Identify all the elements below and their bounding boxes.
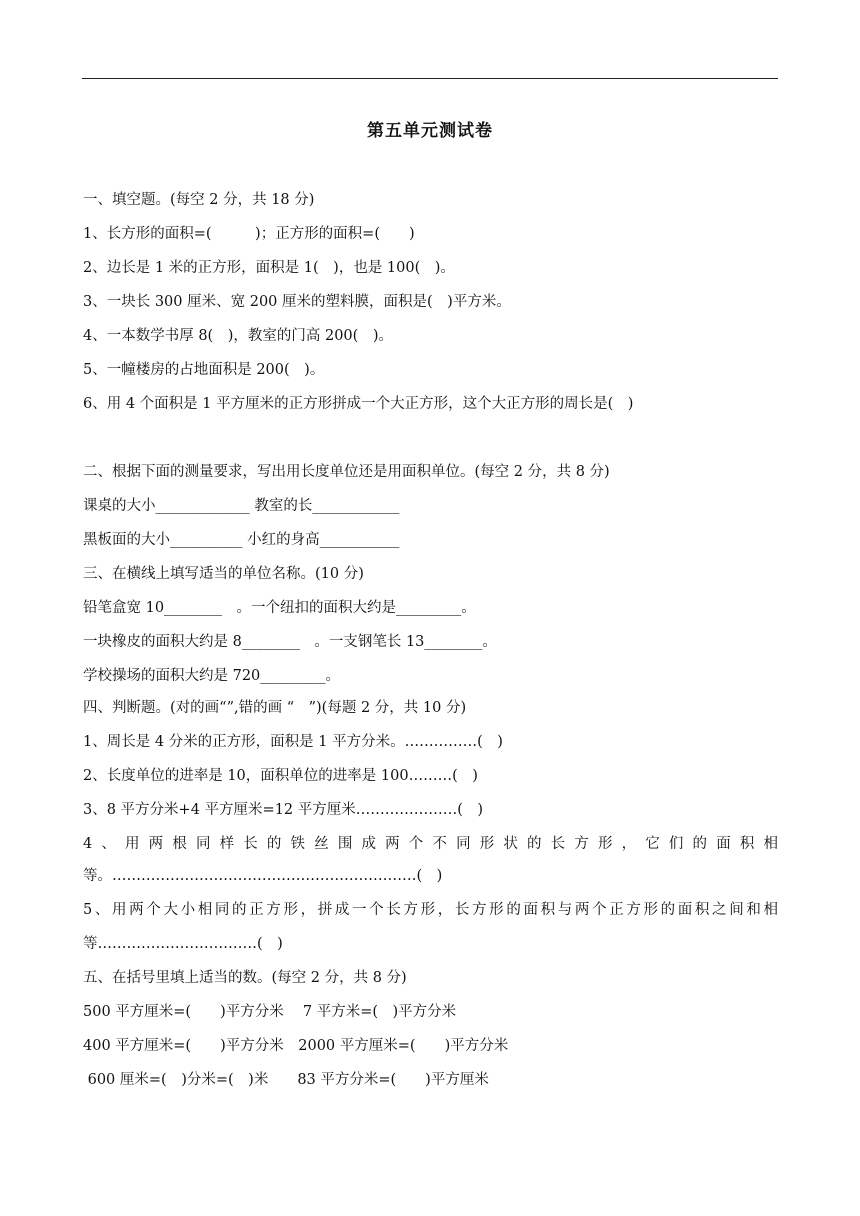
section-3-heading: 三、在横线上填写适当的单位名称。(10 分) [83,566,364,582]
s1-item-4: 4、一本数学书厚 8( )，教室的门高 200( )。 [83,328,393,344]
section-2-heading: 二、根据下面的测量要求，写出用长度单位还是用面积单位。(每空 2 分，共 8 分) [83,464,610,480]
header-rule [82,78,778,79]
section-1-heading: 一、填空题。(每空 2 分，共 18 分) [83,192,315,208]
s4-item-3: 3、8 平方分米+4 平方厘米=12 平方厘米…………………( ) [83,802,484,818]
s3-item-3: 学校操场的面积大约是 720_________。 [83,668,341,684]
s2-item-1: 课桌的大小_____________ 教室的长____________ [83,498,400,514]
section-4-heading: 四、判断题。(对的画“”,错的画 “ ”)(每题 2 分，共 10 分) [83,700,467,716]
s4-item-1: 1、周长是 4 分米的正方形，面积是 1 平方分米。……………( ) [83,734,503,750]
s4-item-2: 2、长度单位的进率是 10，面积单位的进率是 100………( ) [83,768,478,784]
s1-item-6: 6、用 4 个面积是 1 平方厘米的正方形拼成一个大正方形，这个大正方形的周长是( ) [83,396,634,412]
section-5-heading: 五、在括号里填上适当的数。(每空 2 分，共 8 分) [83,970,407,986]
s4-item-4-line-2: 等。………………………………………………………( ) [83,868,443,884]
s1-item-3: 3、一块长 300 厘米、宽 200 厘米的塑料膜，面积是( )平方米。 [83,294,511,310]
s4-item-5-line-1: 5、用两个大小相同的正方形，拼成一个长方形，长方形的面积与两个正方形的面积之间和相 [83,902,778,918]
s5-item-1: 500 平方厘米=( )平方分米 7 平方米=( )平方分米 [83,1004,457,1020]
s2-item-2: 黑板面的大小__________ 小红的身高___________ [83,532,400,548]
s1-item-2: 2、边长是 1 米的正方形，面积是 1( )，也是 100( )。 [83,260,455,276]
s3-item-2: 一块橡皮的面积大约是 8________ 。一支钢笔长 13________。 [83,634,497,650]
s5-item-3: 600 厘米=( )分米=( )米 83 平方分米=( )平方厘米 [83,1072,489,1088]
page-title: 第五单元测试卷 [367,121,493,141]
s3-item-1: 铅笔盒宽 10________ 。一个纽扣的面积大约是_________。 [83,600,476,616]
s5-item-2: 400 平方厘米=( )平方分米 2000 平方厘米=( )平方分米 [83,1038,509,1054]
s4-item-4-line-1: 4、用两根同样长的铁丝围成两个不同形状的长方形，它们的面积相 [83,836,778,852]
s1-item-1: 1、长方形的面积=( )；正方形的面积=( ) [83,226,415,242]
s1-item-5: 5、一幢楼房的占地面积是 200( )。 [83,362,325,378]
s4-item-5-line-2: 等……………………………( ) [83,936,283,952]
